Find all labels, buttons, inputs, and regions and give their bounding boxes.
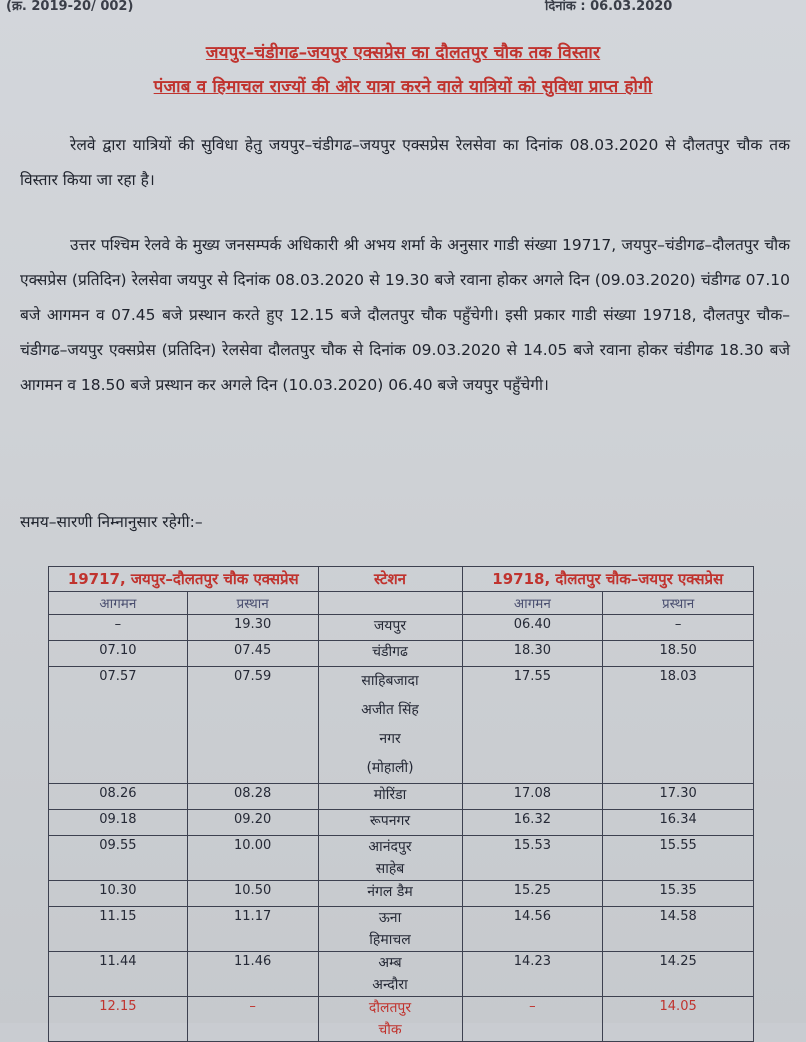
time-cell: –: [49, 615, 188, 641]
time-cell: 10.50: [187, 881, 318, 907]
train-19718-header: 19718, दौलतपुर चौक–जयपुर एक्सप्रेस: [462, 567, 754, 592]
train-19717-header: 19717, जयपुर–दौलतपुर चौक एक्सप्रेस: [49, 567, 319, 592]
time-cell: 17.08: [462, 784, 603, 810]
time-cell: 07.45: [187, 641, 318, 667]
timetable-body: [49, 615, 754, 1042]
time-cell: 14.56: [462, 907, 603, 952]
station-cell: रूपनगर: [318, 810, 462, 836]
departure-header: प्रस्थान: [187, 592, 318, 615]
paragraph-intro: रेलवे द्वारा यात्रियों की सुविधा हेतु जयपुर–चंडीगढ–जयपुर एक्सप्रेस रेलसेवा का दिनांक 08.03.2020 से दौलतपुर चौक तक विस्तार किया जा रहा है।: [20, 136, 790, 189]
station-cell: ऊना हिमाचल: [318, 907, 462, 952]
arrival-header: आगमन: [462, 592, 603, 615]
time-cell: 07.10: [49, 641, 188, 667]
table-subheader-row: [49, 592, 754, 615]
table-header-row: [49, 567, 754, 592]
time-cell: 14.23: [462, 952, 603, 997]
time-cell: 16.34: [603, 810, 754, 836]
time-cell: 17.55: [462, 667, 603, 784]
blank-header-cell: [318, 592, 462, 615]
paragraph-details: उत्तर पश्चिम रेलवे के मुख्य जनसम्पर्क अधिकारी श्री अभय शर्मा के अनुसार गाडी संख्या 19717, जयपुर–चंडीगढ–दौलतपुर चौक एक्सप्रेस (प्रतिदिन) रेलसेवा जयपुर से दिनांक 08.03.2020 से 19.30 बजे रवाना होकर अगले दिन (09.03.2020) चंडीगढ 07.10 बजे आगमन व 07.45 बजे प्रस्थान करते हुए 12.15 बजे दौलतपुर चौक पहुँचेगी। इसी प्रकार गाडी संख्या 19718, दौलतपुर चौक–चंडीगढ–जयपुर एक्सप्रेस (प्रतिदिन) रेलसेवा दौलतपुर चौक से दिनांक 09.03.2020 से 14.05 बजे रवाना होकर चंडीगढ 18.30 बजे आगमन व 18.50 बजे प्रस्थान कर अगले दिन (10.03.2020) 06.40 बजे जयपुर पहुँचेगी।: [20, 236, 790, 394]
station-cell: जयपुर: [318, 615, 462, 641]
table-row: [49, 881, 754, 907]
time-cell: 15.35: [603, 881, 754, 907]
time-cell: 12.15: [49, 997, 188, 1042]
time-cell: 11.44: [49, 952, 188, 997]
time-cell: 10.30: [49, 881, 188, 907]
top-strip: [0, 0, 806, 16]
time-cell: 09.55: [49, 836, 188, 881]
arrival-header: आगमन: [49, 592, 188, 615]
table-row: [49, 952, 754, 997]
time-cell: 14.58: [603, 907, 754, 952]
table-row: [49, 810, 754, 836]
table-row: [49, 836, 754, 881]
time-cell: 09.20: [187, 810, 318, 836]
table-row: [49, 784, 754, 810]
time-cell: –: [603, 615, 754, 641]
time-cell: 11.17: [187, 907, 318, 952]
time-cell: 15.53: [462, 836, 603, 881]
station-cell: दौलतपुर चौक: [318, 997, 462, 1042]
time-cell: 10.00: [187, 836, 318, 881]
time-cell: 11.46: [187, 952, 318, 997]
time-cell: 14.05: [603, 997, 754, 1042]
station-cell: चंडीगढ: [318, 641, 462, 667]
time-cell: 07.59: [187, 667, 318, 784]
headline: जयपुर–चंडीगढ–जयपुर एक्सप्रेस का दौलतपुर चौक तक विस्तार: [205, 43, 601, 63]
time-cell: 07.57: [49, 667, 188, 784]
station-cell: अम्ब अन्दौरा: [318, 952, 462, 997]
station-cell: मोरिंडा: [318, 784, 462, 810]
time-cell: 09.18: [49, 810, 188, 836]
timetable-caption: समय–सारणी निम्नानुसार रहेगी:–: [20, 513, 203, 531]
station-cell: साहिबजादा अजीत सिंह नगर (मोहाली): [318, 667, 462, 784]
time-cell: 15.55: [603, 836, 754, 881]
table-row: [49, 641, 754, 667]
subheadline: पंजाब व हिमाचल राज्यों की ओर यात्रा करने वाले यात्रियों को सुविधा प्राप्त होगी: [153, 77, 653, 97]
station-header: स्टेशन: [318, 567, 462, 592]
timetable: [48, 566, 754, 1042]
time-cell: 17.30: [603, 784, 754, 810]
time-cell: –: [187, 997, 318, 1042]
time-cell: 06.40: [462, 615, 603, 641]
time-cell: 15.25: [462, 881, 603, 907]
time-cell: 16.32: [462, 810, 603, 836]
time-cell: 18.30: [462, 641, 603, 667]
time-cell: –: [462, 997, 603, 1042]
time-cell: 08.28: [187, 784, 318, 810]
table-row: [49, 907, 754, 952]
reference-number: (क्र. 2019-20/ 002): [6, 0, 134, 14]
table-row: [49, 667, 754, 784]
time-cell: 18.03: [603, 667, 754, 784]
time-cell: 11.15: [49, 907, 188, 952]
time-cell: 19.30: [187, 615, 318, 641]
table-row: [49, 997, 754, 1042]
release-date: दिनांक : 06.03.2020: [545, 0, 673, 14]
time-cell: 08.26: [49, 784, 188, 810]
departure-header: प्रस्थान: [603, 592, 754, 615]
table-row: [49, 615, 754, 641]
time-cell: 18.50: [603, 641, 754, 667]
station-cell: नंगल डैम: [318, 881, 462, 907]
time-cell: 14.25: [603, 952, 754, 997]
station-cell: आनंदपुर साहेब: [318, 836, 462, 881]
